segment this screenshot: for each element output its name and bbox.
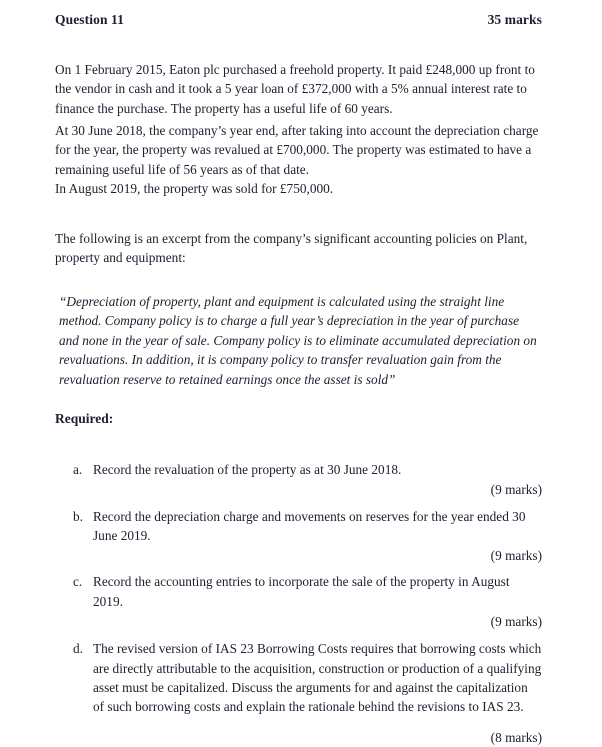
scenario-paragraph-1-block	[55, 60, 542, 118]
list-item-marks: (9 marks)	[490, 482, 542, 498]
list-item-text: Record the accounting entries to incorporate the sale of the property in August 2019.	[93, 574, 510, 609]
list-item-marks: (9 marks)	[490, 548, 542, 564]
required-heading-block	[55, 410, 542, 428]
list-item	[55, 460, 542, 500]
list-item-marks: (8 marks)	[490, 729, 542, 745]
list-item-text: Record the revaluation of the property as at 30 June 2018.	[93, 462, 402, 477]
list-item	[55, 639, 542, 746]
list-item	[55, 572, 542, 631]
scenario-paragraph-3-block	[55, 179, 542, 198]
scenario-paragraph-1: On 1 February 2015, Eaton plc purchased a freehold property. It paid £248,000 up front to the vendor in cash and it took a 5 year loan of £372,000 with a 5% annual interest rate to finance the purchase. The property has a useful life of 60 years.	[55, 62, 535, 116]
list-item-marker: a.	[73, 462, 83, 477]
list-item-marker: b.	[73, 508, 83, 524]
scenario-paragraph-2-block	[55, 121, 542, 179]
total-marks-label: 35 marks	[487, 12, 542, 27]
scenario-paragraph-3: In August 2019, the property was sold for £750,000.	[55, 181, 334, 196]
page-title: Question 11	[55, 12, 124, 27]
list-item-marker: c.	[73, 574, 83, 590]
accounting-policy-quote-block	[55, 292, 542, 389]
requirements-list	[55, 460, 542, 747]
list-item-text: Record the depreciation charge and movements on reserves for the year ended 30 June 2019.	[93, 508, 526, 543]
list-item-marks: (9 marks)	[490, 614, 542, 630]
required-heading: Required:	[55, 411, 114, 426]
question-header	[55, 12, 542, 28]
list-item	[55, 507, 542, 566]
scenario-paragraph-4: The following is an excerpt from the company’s significant accounting policies on Plant, property and equipment:	[55, 231, 528, 266]
scenario-paragraph-2: At 30 June 2018, the company’s year end, after taking into account the depreciation charge for the year, the property was revalued at £700,000. The property was estimated to have a remaining useful life of 56 years as of that date.	[55, 123, 539, 177]
scenario-paragraph-4-block	[55, 229, 542, 268]
list-item-marker: d.	[73, 641, 83, 657]
accounting-policy-quote: “Depreciation of property, plant and equipment is calculated using the straight line method. Company policy is to charge a full year’s depreciation in the year of purchase and none in the year of sale. Company policy is to eliminate accumulated depreciation on revaluations. In addition, it is company policy to transfer revaluation gain from the revaluation reserve to retained earnings once the asset is sold”	[59, 294, 537, 387]
list-item-text: The revised version of IAS 23 Borrowing Costs requires that borrowing costs which are directly attributable to the acquisition, construction or production of a qualifying asset must be capitalized. Discuss the arguments for and against the capitalization of such borrowing costs and explain the rationale behind the revisions to IAS 23.	[93, 641, 542, 715]
